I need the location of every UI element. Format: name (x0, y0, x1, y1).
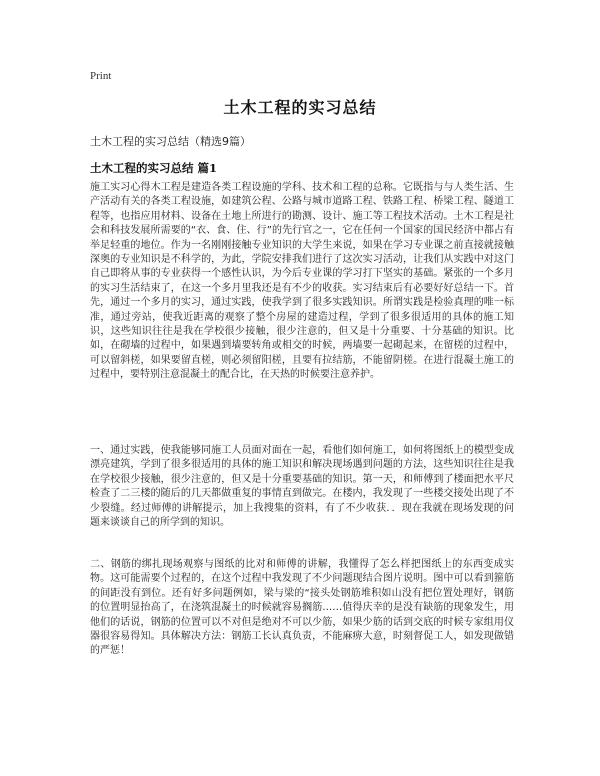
body-paragraph-1: 施工实习心得木工程是建造各类工程设施的学科、技术和工程的总称。它既指与与人类生活、生产活动有关的各类工程设施，如建筑公程、公路与城市道路工程、铁路工程、桥梁工程、隧道工程等，也指应用材料、设备在土地上所进行的勘测、设计、施工等工程技术活动。土木工程是社会和科技发展所需要的“衣、食、住、行”的先行官之一，它在任何一个国家的国民经济中都占有举足轻重的地位。作为一名刚刚接触专业知识的大学生来说，如果在学习专业课之前直接就接触深奥的专业知识是不科学的，为此，学院安排我们进行了这次实习活动，让我们从实践中对这门自己即将从事的专业获得一个感性认识，为今后专业课的学习打下坚实的基础。紧张的一个多月的实习生活结束了，在这一个多月里我还是有不少的收获。实习结束后有必要好好总结一下。首先，通过一个多月的实习，通过实践，使我学到了很多实践知识。所谓实践是检验真理的唯一标准，通过旁站，使我近距离的观察了整个房屋的建造过程，学到了很多很适用的具体的施工知识，这些知识往往是我在学校很少接触，很少注意的，但又是十分重要、十分基础的知识。比如，在砌墙的过程中，如果遇到墙要转角或相交的时候，两墙要一起砌起来，在留槎的过程中，可以留斜槎，如果要留直槎，则必须留阳槎，且要有拉结筋，不能留阴槎。在进行混凝土施工的过程中，要特别注意混凝土的配合比，在天热的时候要注意养护。 (90, 182, 514, 381)
document-subtitle: 土木工程的实习总结（精选9篇） (90, 135, 251, 148)
page-title: 土木工程的实习总结 (223, 98, 377, 117)
section-heading: 土木工程的实习总结 篇1 (90, 161, 218, 175)
print-link[interactable]: Print (90, 70, 112, 82)
body-paragraph-3: 二、钢筋的绑扎现场观察与图纸的比对和师傅的讲解，我懂得了怎么样把图纸上的东西变成实物。这可能需要个过程的，在这个过程中我发现了不少问题现结合图片说明。图中可以看到箍筋的间距没有到位。还有好多问题例如，梁与梁的“接头处钢筋堆积如山没有把位置处理好，钢筋的位置明显抬高了，在浇筑混凝土的时候就容易搁筋……值得庆幸的是没有缺筋的现象发生，用他们的话说，钢筋的位置可以不对但是绝对不可以少筋，如果少筋的话到交底的时候专家组用仪器很容易得知。具体解决方法：钢筋工长认真负责，不能麻痹大意，时刻督促工人，如发现做错的严惩！ (90, 559, 514, 657)
body-paragraph-2: 一、通过实践，使我能够同施工人员面对面在一起，看他们如何施工，如何将图纸上的模型变成漂亮建筑，学到了很多很适用的具体的施工知识和解决现场遇到问题的方法，这些知识往往是我在学校很少接触，很少注意的，但又是十分重要基础的知识。第一天，和师傅到了楼面把水平尺检查了二三楼的随后的几天都做重复的事情直到做完。在楼内，我发现了一些楼交接处出现了不少裂缝。经过师傅的讲解提示，加上我搜集的资料，有了不少收获．．现在我就在现场发现的问题来谈谈自己的所学到的知识。 (90, 445, 514, 529)
